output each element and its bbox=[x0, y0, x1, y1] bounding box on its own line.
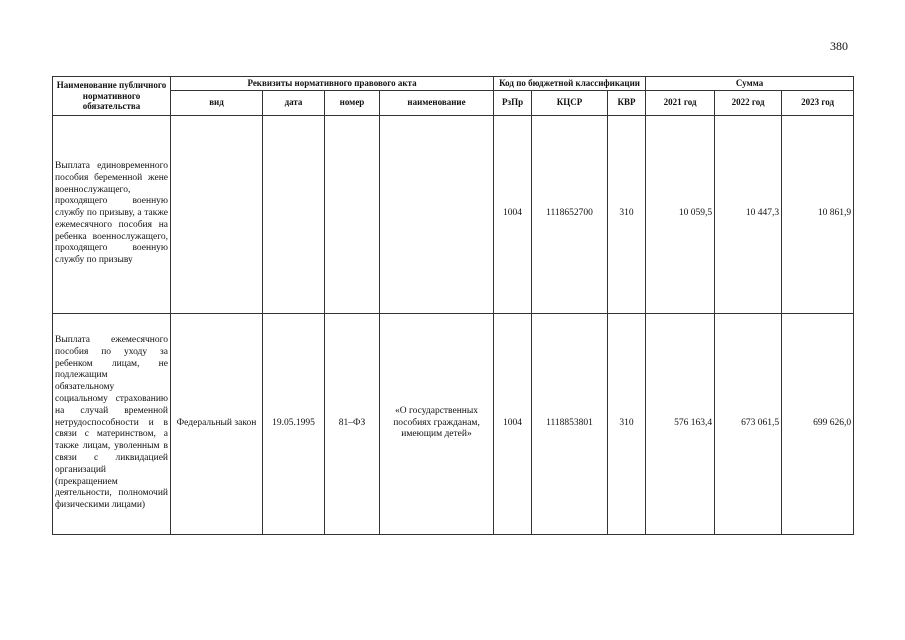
header-act-title: наименование bbox=[380, 90, 494, 115]
act-date-cell bbox=[263, 115, 325, 313]
rzpr-cell: 1004 bbox=[494, 313, 532, 534]
header-kvr: КВР bbox=[608, 90, 646, 115]
table-header bbox=[53, 77, 854, 116]
header-year-2022: 2022 год bbox=[715, 90, 782, 115]
act-date-cell: 19.05.1995 bbox=[263, 313, 325, 534]
sum-2022-cell: 10 447,3 bbox=[715, 115, 782, 313]
header-year-2021: 2021 год bbox=[646, 90, 715, 115]
header-sum-group: Сумма bbox=[646, 77, 854, 91]
act-type-cell: Федеральный закон bbox=[171, 313, 263, 534]
header-act-type: вид bbox=[171, 90, 263, 115]
header-act-group: Реквизиты нормативного правового акта bbox=[171, 77, 494, 91]
table-row bbox=[53, 313, 854, 534]
sum-2021-cell: 10 059,5 bbox=[646, 115, 715, 313]
header-name: Наименование публичного нормативного обязательства bbox=[53, 77, 171, 116]
kvr-cell: 310 bbox=[608, 115, 646, 313]
obligation-name: Выплата ежемесячного пособия по уходу за ребенком лицам, не подлежащим обязательному социальному страхованию на случай временной нетрудоспособности и в связи с материнством, а также лицам, уволенным в связи с ликвидацией организаций (прекращением деятельности, полномочий физическими лицами) bbox=[53, 313, 171, 534]
sum-2021-cell: 576 163,4 bbox=[646, 313, 715, 534]
kcsr-cell: 1118652700 bbox=[532, 115, 608, 313]
rzpr-cell: 1004 bbox=[494, 115, 532, 313]
sum-2023-cell: 699 626,0 bbox=[782, 313, 854, 534]
kvr-cell: 310 bbox=[608, 313, 646, 534]
act-number-cell: 81–ФЗ bbox=[325, 313, 380, 534]
header-budget-group: Код по бюджетной классификации bbox=[494, 77, 646, 91]
act-number-cell bbox=[325, 115, 380, 313]
sum-2022-cell: 673 061,5 bbox=[715, 313, 782, 534]
act-title-cell bbox=[380, 115, 494, 313]
act-type-cell bbox=[171, 115, 263, 313]
page-number: 380 bbox=[830, 39, 848, 53]
header-act-number: номер bbox=[325, 90, 380, 115]
header-kcsr: КЦСР bbox=[532, 90, 608, 115]
table-row bbox=[53, 115, 854, 313]
act-title-cell: «О государственных пособиях гражданам, имеющим детей» bbox=[380, 313, 494, 534]
sum-2023-cell: 10 861,9 bbox=[782, 115, 854, 313]
header-year-2023: 2023 год bbox=[782, 90, 854, 115]
header-act-date: дата bbox=[263, 90, 325, 115]
kcsr-cell: 1118853801 bbox=[532, 313, 608, 534]
header-rzpr: РзПр bbox=[494, 90, 532, 115]
obligation-name: Выплата единовременного пособия беременной жене военнослужащего, проходящего военную службу по призыву, а также ежемесячного пособия на ребенка военнослужащего, проходящего военную службу по призыву bbox=[53, 115, 171, 313]
obligations-table bbox=[52, 76, 854, 535]
